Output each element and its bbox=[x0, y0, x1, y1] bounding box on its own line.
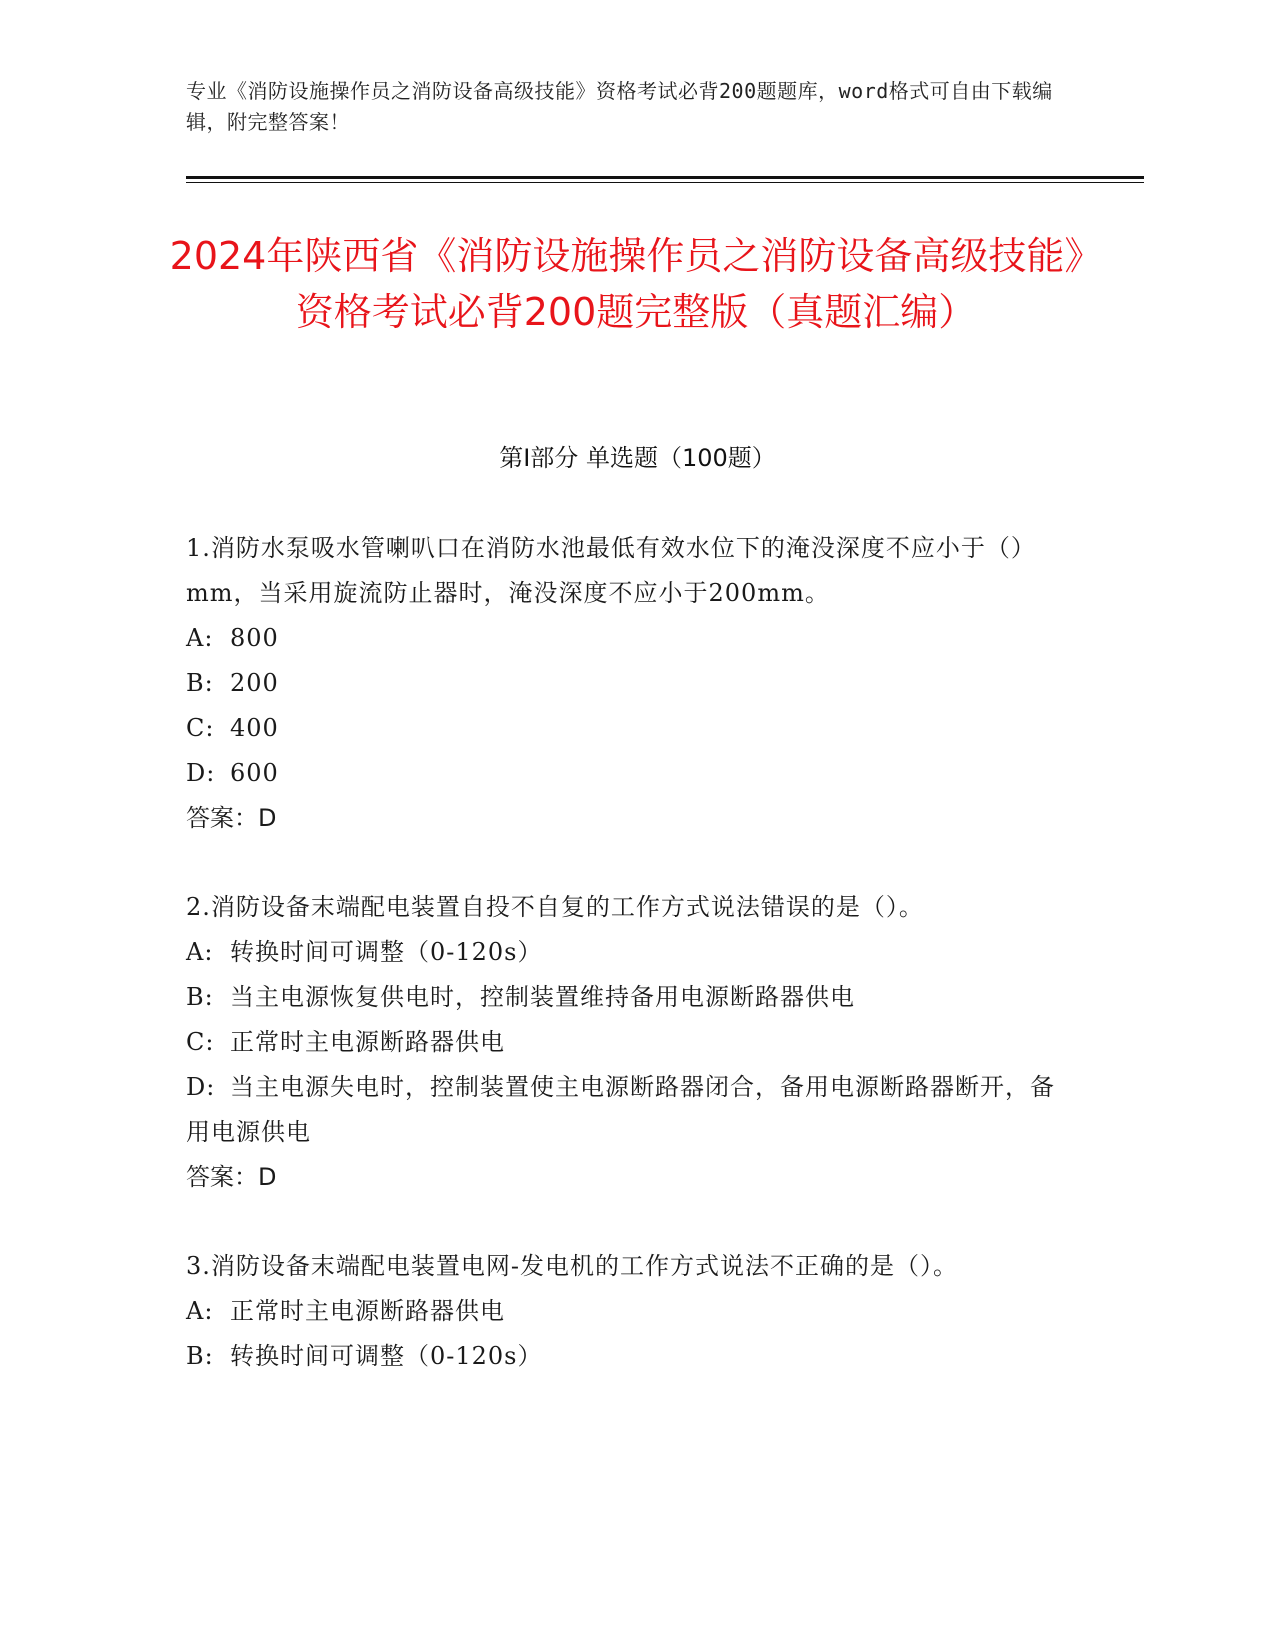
option-key: B: bbox=[186, 1342, 214, 1370]
option-text: 正常时主电源断路器供电 bbox=[230, 1028, 505, 1056]
question-list bbox=[186, 526, 1066, 1423]
option-text: 600 bbox=[230, 759, 279, 787]
option-text: 正常时主电源断路器供电 bbox=[230, 1297, 505, 1325]
option-b bbox=[186, 661, 1066, 706]
question-stem: 2.消防设备末端配电装置自投不自复的工作方式说法错误的是（）。 bbox=[186, 893, 924, 921]
answer: 答案：D bbox=[186, 1163, 277, 1191]
question-3 bbox=[186, 1244, 1066, 1379]
option-key: D: bbox=[186, 1073, 216, 1101]
option-a bbox=[186, 616, 1066, 661]
option-text: 当主电源失电时，控制装置使主电源断路器闭合，备用电源断路器断开，备用电源供电 bbox=[186, 1073, 1055, 1146]
option-text: 200 bbox=[230, 669, 279, 697]
header-rule-thick bbox=[186, 176, 1144, 179]
question-2 bbox=[186, 885, 1066, 1200]
option-a bbox=[186, 930, 1066, 975]
question-stem: 3.消防设备末端配电装置电网-发电机的工作方式说法不正确的是（）。 bbox=[186, 1252, 959, 1280]
option-c bbox=[186, 706, 1066, 751]
option-text: 当主电源恢复供电时，控制装置维持备用电源断路器供电 bbox=[230, 983, 855, 1011]
option-b bbox=[186, 975, 1066, 1020]
option-c bbox=[186, 1020, 1066, 1065]
option-key: C: bbox=[186, 714, 215, 742]
option-key: B: bbox=[186, 669, 214, 697]
option-key: B: bbox=[186, 983, 214, 1011]
section-title: 第I部分 单选题（100题） bbox=[499, 444, 776, 472]
option-text: 转换时间可调整（0-120s） bbox=[230, 938, 543, 966]
option-d bbox=[186, 751, 1066, 796]
option-b bbox=[186, 1334, 1066, 1379]
question-1 bbox=[186, 526, 1066, 841]
option-key: A: bbox=[186, 1297, 214, 1325]
option-d bbox=[186, 1065, 1066, 1155]
option-text: 400 bbox=[230, 714, 279, 742]
answer: 答案：D bbox=[186, 804, 277, 832]
header-note: 专业《消防设施操作员之消防设备高级技能》资格考试必背200题题库，word格式可自由下载编辑，附完整答案！ bbox=[186, 79, 1053, 134]
option-text: 转换时间可调整（0-120s） bbox=[230, 1342, 543, 1370]
option-key: C: bbox=[186, 1028, 215, 1056]
option-text: 800 bbox=[230, 624, 279, 652]
option-key: A: bbox=[186, 938, 214, 966]
question-stem: 1.消防水泵吸水管喇叭口在消防水池最低有效水位下的淹没深度不应小于（）mm，当采用旋流防止器时，淹没深度不应小于200mm。 bbox=[186, 534, 1036, 607]
option-a bbox=[186, 1289, 1066, 1334]
option-key: D: bbox=[186, 759, 216, 787]
option-key: A: bbox=[186, 624, 214, 652]
document-title: 2024年陕西省《消防设施操作员之消防设备高级技能》资格考试必背200题完整版（真题汇编） bbox=[169, 234, 1103, 334]
header-rule-thin bbox=[186, 182, 1144, 183]
